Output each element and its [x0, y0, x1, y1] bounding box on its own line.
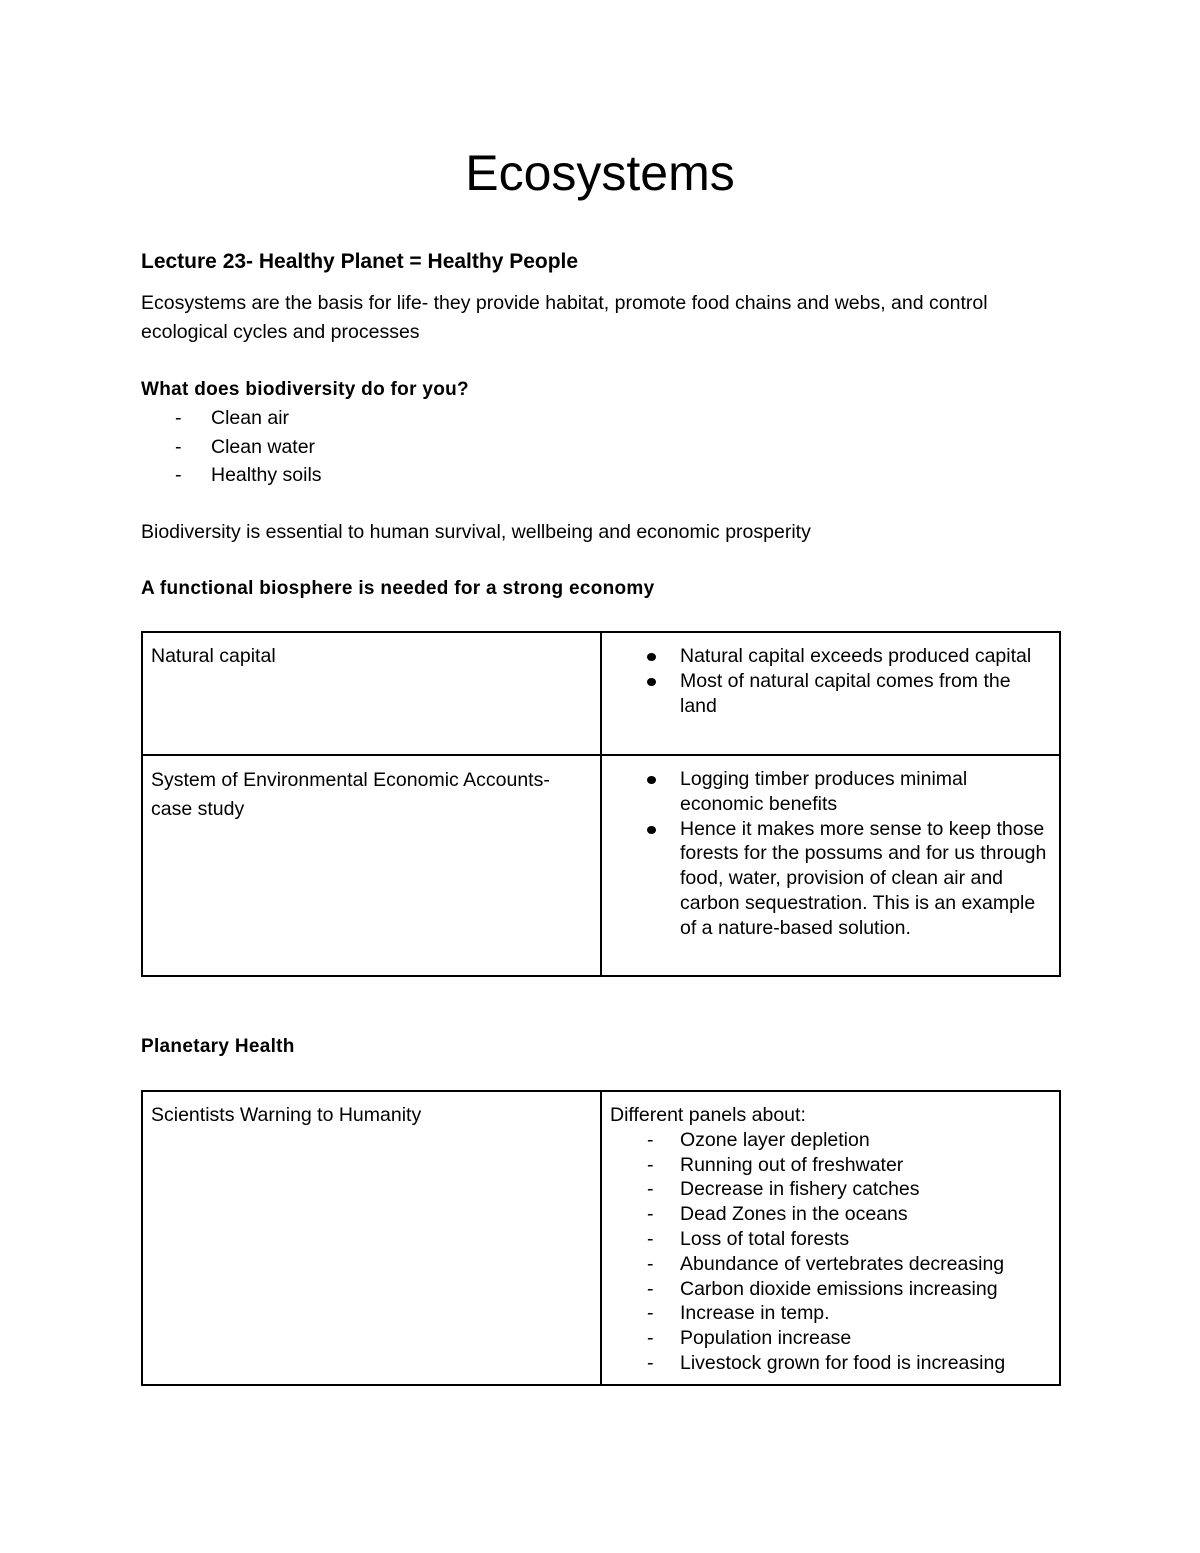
biodiversity-list [141, 404, 322, 490]
dash-icon: - [647, 1277, 654, 1300]
list-item [141, 433, 322, 462]
document-title: Ecosystems [465, 145, 735, 201]
table-row [142, 1091, 1060, 1385]
list-item-text: Increase in temp. [680, 1302, 830, 1325]
bullet-icon [647, 678, 656, 686]
list-item [610, 767, 1051, 817]
table-cell-points [601, 755, 1060, 976]
list-item [610, 1202, 1051, 1227]
list-item [610, 1227, 1051, 1252]
dash-icon: - [647, 1252, 654, 1275]
table-cell-points [601, 632, 1060, 755]
dash-icon: - [647, 1351, 654, 1374]
table-cell-label [142, 1091, 601, 1385]
list-item [610, 1128, 1051, 1153]
dash-icon: - [175, 464, 182, 486]
list-item [610, 669, 1051, 719]
list-item-text: Abundance of vertebrates decreasing [680, 1252, 1005, 1275]
bullet-list [610, 644, 1051, 718]
dash-list [610, 1128, 1051, 1376]
table-row [142, 755, 1060, 976]
dash-icon: - [647, 1203, 654, 1226]
list-item [610, 644, 1051, 669]
biosphere-table [141, 631, 1061, 977]
list-item-text: Carbon dioxide emissions increasing [680, 1277, 998, 1300]
table-cell-label [142, 632, 601, 755]
list-item-text: Decrease in fishery catches [680, 1178, 920, 1201]
list-item-text: Population increase [680, 1327, 852, 1350]
list-item-text: Livestock grown for food is increasing [680, 1351, 1006, 1374]
list-item [610, 1177, 1051, 1202]
list-item-text: Most of natural capital comes from the land [680, 669, 1011, 717]
list-item [610, 1326, 1051, 1351]
list-item-text: Dead Zones in the oceans [680, 1203, 908, 1226]
dash-icon: - [647, 1178, 654, 1201]
list-item-text: Hence it makes more sense to keep those forests for the possums and for us through food, water, provision of clean air and carbon sequestration. This is an example of a nature-based solution. [680, 817, 1047, 939]
list-item-text: Logging timber produces minimal economic benefits [680, 768, 968, 815]
biosphere-heading: A functional biosphere is needed for a strong economy [141, 578, 655, 599]
table-cell-points [601, 1091, 1060, 1385]
list-item-text: Clean air [211, 407, 290, 429]
list-item [610, 1153, 1051, 1178]
row-label: Scientists Warning to Humanity [151, 1104, 422, 1126]
list-item [141, 404, 322, 433]
row-label: Natural capital [151, 645, 276, 667]
row-label: System of Environmental Economic Accounts- case study [151, 769, 550, 820]
list-item [610, 1301, 1051, 1326]
lecture-heading: Lecture 23- Healthy Planet = Healthy People [141, 250, 579, 273]
dash-icon: - [175, 407, 182, 429]
bullet-list [610, 767, 1051, 941]
dash-icon: - [647, 1327, 654, 1350]
dash-icon: - [175, 435, 182, 458]
dash-icon: - [647, 1302, 654, 1325]
list-item-text: Clean water [211, 435, 316, 458]
dash-icon: - [647, 1128, 654, 1151]
biodiversity-statement: Biodiversity is essential to human survival, wellbeing and economic prosperity [141, 521, 811, 543]
list-item [141, 461, 322, 490]
bullet-icon [647, 826, 656, 834]
list-item [610, 817, 1051, 941]
list-item [610, 1252, 1051, 1277]
bullet-icon [647, 653, 656, 661]
list-item-text: Loss of total forests [680, 1227, 850, 1250]
list-item [610, 1277, 1051, 1302]
biodiversity-question: What does biodiversity do for you? [141, 379, 469, 400]
list-item-text: Ozone layer depletion [680, 1128, 870, 1151]
table-row [142, 632, 1060, 755]
planetary-table [141, 1090, 1061, 1386]
dash-icon: - [647, 1227, 654, 1250]
dash-icon: - [647, 1153, 654, 1176]
list-item-text: Running out of freshwater [680, 1153, 904, 1176]
bullet-icon [647, 776, 656, 784]
lecture-intro: Ecosystems are the basis for life- they provide habitat, promote food chains and webs, and control ecological cycles and processes [141, 292, 988, 343]
planetary-heading: Planetary Health [141, 1036, 295, 1057]
list-item [610, 1351, 1051, 1376]
table-cell-label [142, 755, 601, 976]
list-item-text: Healthy soils [211, 464, 322, 486]
list-item-text: Natural capital exceeds produced capital [680, 645, 1032, 667]
panels-intro: Different panels about: [610, 1104, 806, 1126]
